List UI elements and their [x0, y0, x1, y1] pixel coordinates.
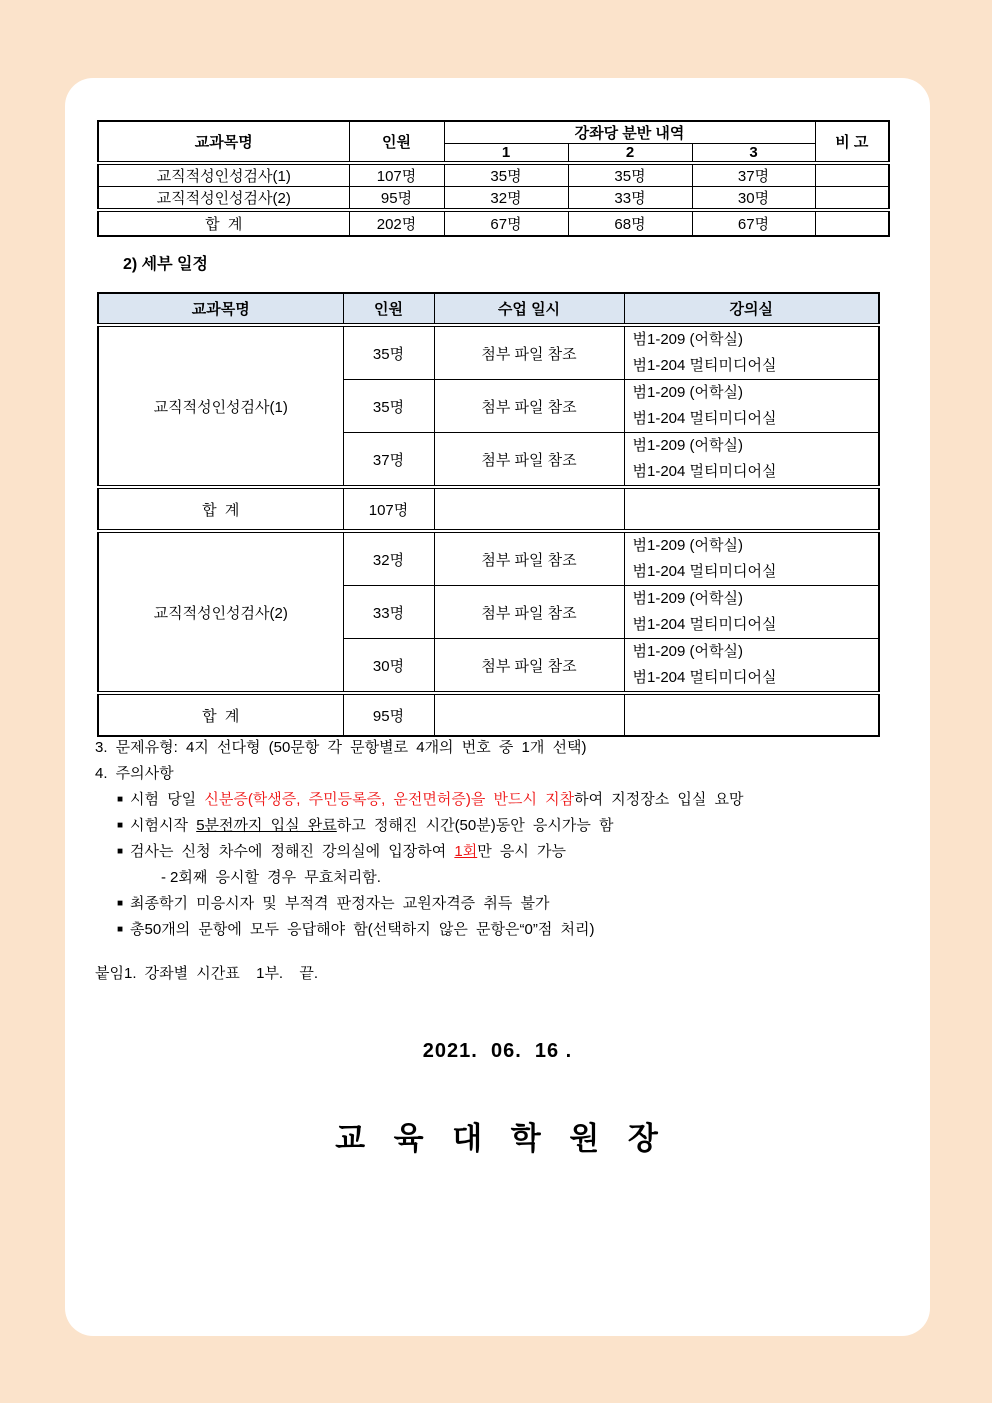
table-row	[98, 187, 889, 211]
square-bullet-icon: ■	[117, 898, 124, 909]
cell-count: 35명	[343, 380, 434, 433]
cell-time: 첨부 파일 참조	[434, 586, 624, 639]
notice-text-segment: 하여 지정장소 입실 요망	[574, 791, 744, 808]
total-cell-rooms	[624, 487, 879, 531]
item-cautions-heading: 4. 주의사항	[95, 765, 174, 782]
cell-time: 첨부 파일 참조	[434, 433, 624, 488]
cell-rooms	[624, 639, 879, 694]
notice-text-segment: 시험 당일	[130, 791, 205, 808]
total-cell-label: 합 계	[98, 487, 343, 531]
cell-d3: 37명	[692, 163, 815, 187]
room-line: 범1-204 멀티미디어실	[632, 669, 777, 686]
cell-time: 첨부 파일 참조	[434, 325, 624, 380]
cell-d3: 30명	[692, 187, 815, 211]
item-problem-type: 3. 문제유형: 4지 선다형 (50문항 각 문항별로 4개의 번호 중 1개 선택)	[95, 739, 587, 756]
cell-time: 첨부 파일 참조	[434, 639, 624, 694]
cell-d2: 35명	[568, 163, 692, 187]
notice-text-segment: 만 응시 가능	[477, 843, 567, 860]
room-line: 범1-204 멀티미디어실	[632, 563, 777, 580]
document-sheet	[65, 78, 930, 1336]
room-line: 범1-204 멀티미디어실	[632, 410, 777, 427]
col-header-count: 인원	[349, 121, 444, 163]
square-bullet-icon: ■	[117, 924, 124, 935]
notice-text-segment: 1회	[454, 843, 478, 860]
cell-d1: 32명	[444, 187, 568, 211]
room-line: 범1-204 멀티미디어실	[632, 463, 777, 480]
room-line: 범1-209 (어학실)	[632, 437, 743, 454]
total-cell-label: 합 계	[98, 693, 343, 736]
total-cell-count: 202명	[349, 210, 444, 236]
notice-item	[95, 891, 910, 917]
total-cell-d1: 67명	[444, 210, 568, 236]
total-cell-d2: 68명	[568, 210, 692, 236]
notice-item	[95, 917, 910, 943]
room-line: 범1-209 (어학실)	[632, 643, 743, 660]
dash-bullet-icon: -	[161, 869, 166, 886]
cell-count: 35명	[343, 325, 434, 380]
cell-time: 첨부 파일 참조	[434, 531, 624, 586]
cell-note	[815, 187, 889, 211]
signature-dean: 교 육 대 학 원 장	[335, 1121, 660, 1156]
total-cell-time	[434, 693, 624, 736]
table-row	[98, 693, 879, 736]
room-line: 범1-209 (어학실)	[632, 537, 743, 554]
room-line: 범1-209 (어학실)	[632, 384, 743, 401]
notice-text-segment: 최종학기 미응시자 및 부적격 판정자는 교원자격증 취득 불가	[130, 895, 550, 912]
division-table	[97, 120, 890, 237]
table-row	[98, 210, 889, 236]
cell-rooms	[624, 586, 879, 639]
cell-count: 30명	[343, 639, 434, 694]
col-header-note: 비 고	[815, 121, 889, 163]
notice-text-segment: 하고 정해진 시간(50분)동안 응시가능 함	[336, 817, 614, 834]
document-date: 2021. 06. 16 .	[422, 1040, 573, 1062]
cell-note	[815, 163, 889, 187]
total-cell-subject: 합 계	[98, 210, 349, 236]
cell-count: 37명	[343, 433, 434, 488]
col-header-time: 수업 일시	[434, 293, 624, 325]
notice-text-segment: 2회째 응시할 경우 무효처리함.	[170, 869, 381, 886]
notice-text-segment: 총50개의 문항에 모두 응답해야 함(선택하지 않은 문항은“0”점 처리)	[130, 921, 595, 938]
col-header-subject: 교과목명	[98, 121, 349, 163]
attachment-line: 붙임1. 강좌별 시간표 1부. 끝.	[95, 965, 319, 982]
cell-rooms	[624, 380, 879, 433]
cell-count: 107명	[349, 163, 444, 187]
cell-count: 95명	[349, 187, 444, 211]
cell-count: 33명	[343, 586, 434, 639]
room-line: 범1-204 멀티미디어실	[632, 357, 777, 374]
total-cell-d3: 67명	[692, 210, 815, 236]
cell-subject: 교직적성인성검사(2)	[98, 187, 349, 211]
col-header-division-3: 3	[692, 144, 815, 164]
cell-rooms	[624, 325, 879, 380]
room-line: 범1-209 (어학실)	[632, 331, 743, 348]
notice-text-segment: 검사는 신청 차수에 정해진 강의실에 입장하여	[130, 843, 455, 860]
total-cell-rooms	[624, 693, 879, 736]
cell-count: 32명	[343, 531, 434, 586]
notice-item	[95, 813, 910, 839]
table-header-row	[98, 121, 889, 144]
square-bullet-icon: ■	[117, 794, 124, 805]
cell-subject: 교직적성인성검사(2)	[98, 531, 343, 693]
table-row	[98, 531, 879, 586]
cell-d1: 35명	[444, 163, 568, 187]
table-row	[98, 163, 889, 187]
cell-time: 첨부 파일 참조	[434, 380, 624, 433]
notice-item	[95, 865, 910, 891]
table-row	[98, 325, 879, 380]
notice-text-segment: 신분증(학생증, 주민등록증, 운전면허증)을 반드시 지참	[204, 791, 575, 808]
notice-body	[95, 735, 910, 987]
col-header-division: 강좌당 분반 내역	[444, 121, 815, 144]
total-cell-count: 95명	[343, 693, 434, 736]
total-cell-time	[434, 487, 624, 531]
cell-rooms	[624, 531, 879, 586]
schedule-table	[97, 292, 880, 737]
cell-subject: 교직적성인성검사(1)	[98, 325, 343, 487]
cell-subject: 교직적성인성검사(1)	[98, 163, 349, 187]
col-header-division-2: 2	[568, 144, 692, 164]
table-row	[98, 487, 879, 531]
cell-rooms	[624, 433, 879, 488]
room-line: 범1-209 (어학실)	[632, 590, 743, 607]
col-header-subject: 교과목명	[98, 293, 343, 325]
notice-item	[95, 839, 910, 865]
total-cell-note	[815, 210, 889, 236]
notice-item	[95, 787, 910, 813]
notice-text-segment: 시험시작	[130, 817, 197, 834]
square-bullet-icon: ■	[117, 846, 124, 857]
schedule-heading: 2) 세부 일정	[123, 256, 208, 273]
col-header-room: 강의실	[624, 293, 879, 325]
col-header-division-1: 1	[444, 144, 568, 164]
room-line: 범1-204 멀티미디어실	[632, 616, 777, 633]
table-header-row	[98, 293, 879, 325]
square-bullet-icon: ■	[117, 820, 124, 831]
cell-d2: 33명	[568, 187, 692, 211]
notice-text-segment: 5분전까지 입실 완료	[196, 817, 337, 834]
total-cell-count: 107명	[343, 487, 434, 531]
col-header-count: 인원	[343, 293, 434, 325]
